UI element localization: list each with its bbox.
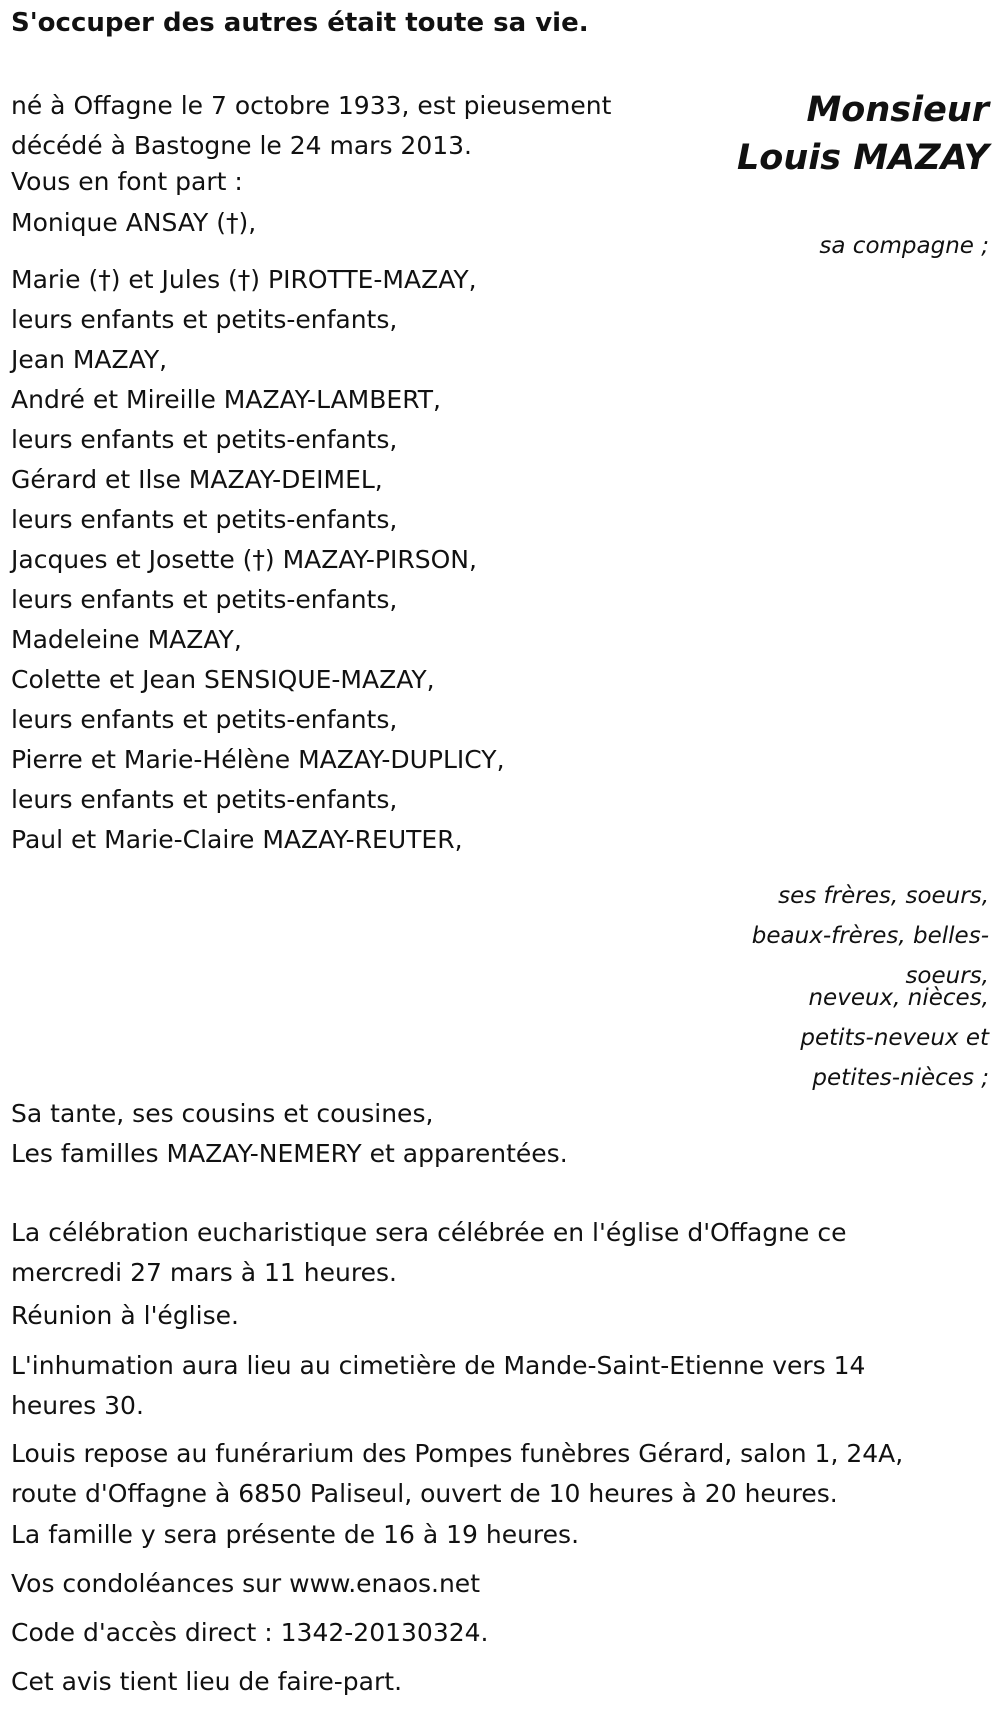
family-role-nephews: [800, 978, 989, 1098]
burial-details: [11, 1346, 865, 1426]
family-role-line: petits-neveux et: [800, 1025, 989, 1051]
intro-line: décédé à Bastogne le 24 mars 2013.: [11, 131, 472, 160]
family-role-line: soeurs,: [905, 963, 989, 989]
family-line: Gérard et Ilse MAZAY-DEIMEL,: [11, 465, 383, 494]
deceased-name-block: [737, 86, 989, 182]
family-line: Colette et Jean SENSIQUE-MAZAY,: [11, 665, 435, 694]
detail-line: route d'Offagne à 6850 Paliseul, ouvert de 10 heures à 20 heures.: [11, 1479, 838, 1508]
detail-line: mercredi 27 mars à 11 heures.: [11, 1258, 397, 1287]
funeral-home-details: [11, 1434, 903, 1514]
family-presence: La famille y sera présente de 16 à 19 heures.: [11, 1520, 580, 1549]
other-relatives: [11, 1094, 568, 1174]
intro-text: [11, 86, 611, 166]
detail-line: L'inhumation aura lieu au cimetière de Mande-Saint-Etienne vers 14: [11, 1351, 866, 1380]
intro-line: né à Offagne le 7 octobre 1933, est pieusement: [11, 91, 612, 120]
family-line: leurs enfants et petits-enfants,: [11, 305, 398, 334]
closing-note: Cet avis tient lieu de faire-part.: [11, 1667, 403, 1696]
other-line: Les familles MAZAY-NEMERY et apparentées.: [11, 1139, 568, 1168]
family-line: leurs enfants et petits-enfants,: [11, 425, 398, 454]
family-role-line: neveux, nièces,: [808, 985, 989, 1011]
companion-role: sa compagne ;: [819, 233, 989, 259]
family-line: leurs enfants et petits-enfants,: [11, 585, 398, 614]
detail-line: heures 30.: [11, 1391, 144, 1420]
companion-name: Monique ANSAY (†),: [11, 208, 257, 237]
family-line: André et Mireille MAZAY-LAMBERT,: [11, 385, 441, 414]
family-line: Madeleine MAZAY,: [11, 625, 242, 654]
family-line: Paul et Marie-Claire MAZAY-REUTER,: [11, 825, 463, 854]
condolences-link: Vos condoléances sur www.enaos.net: [11, 1569, 480, 1598]
family-role-line: petites-nièces ;: [812, 1065, 989, 1091]
family-line: Pierre et Marie-Hélène MAZAY-DUPLICY,: [11, 745, 505, 774]
family-line: leurs enfants et petits-enfants,: [11, 505, 398, 534]
deceased-title: Monsieur: [806, 90, 989, 130]
headline: S'occuper des autres était toute sa vie.: [11, 8, 589, 38]
family-line: leurs enfants et petits-enfants,: [11, 705, 398, 734]
family-line: leurs enfants et petits-enfants,: [11, 785, 398, 814]
other-line: Sa tante, ses cousins et cousines,: [11, 1099, 434, 1128]
announce-text: Vous en font part :: [11, 167, 243, 196]
family-line: Jean MAZAY,: [11, 345, 168, 374]
deceased-name: Louis MAZAY: [737, 138, 989, 178]
access-code: Code d'accès direct : 1342-20130324.: [11, 1618, 489, 1647]
family-role-line: beaux-frères, belles-: [751, 923, 989, 949]
detail-line: La célébration eucharistique sera célébrée en l'église d'Offagne ce: [11, 1218, 847, 1247]
family-list: [11, 260, 505, 860]
family-line: Marie (†) et Jules (†) PIROTTE-MAZAY,: [11, 265, 477, 294]
detail-line: Louis repose au funérarium des Pompes funèbres Gérard, salon 1, 24A,: [11, 1439, 904, 1468]
meeting-detail: Réunion à l'église.: [11, 1301, 239, 1330]
family-line: Jacques et Josette (†) MAZAY-PIRSON,: [11, 545, 477, 574]
ceremony-details: [11, 1213, 846, 1293]
family-role-line: ses frères, soeurs,: [778, 883, 989, 909]
